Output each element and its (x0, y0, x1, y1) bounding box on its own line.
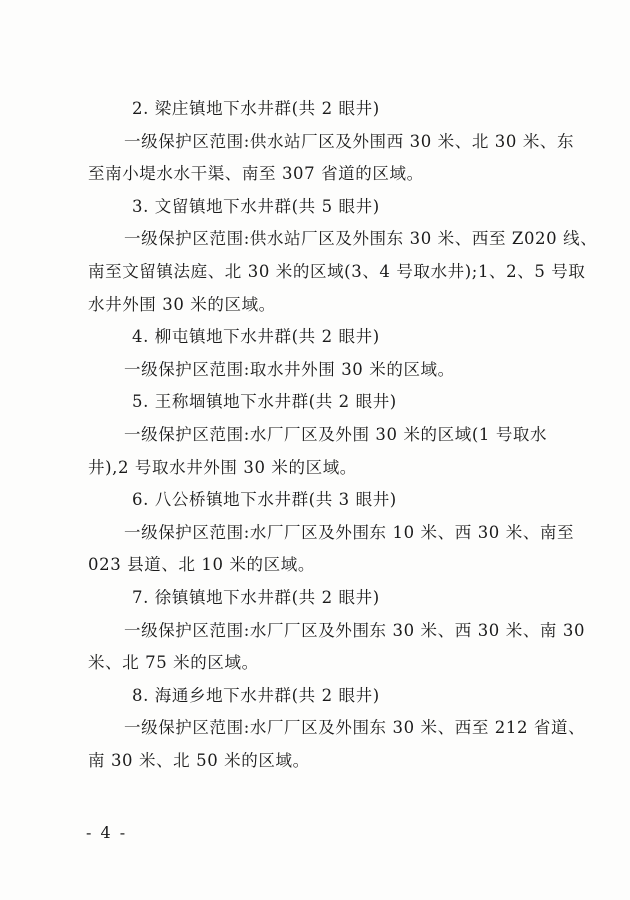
page-number: - 4 - (86, 823, 128, 842)
section-wenliu (88, 191, 598, 321)
paragraph-line: 一级保护区范围:水厂厂区及外围东 30 米、西至 212 省道、 (124, 718, 586, 738)
section-heading: 2. 梁庄镇地下水井群(共 2 眼井) (132, 99, 380, 118)
paragraph-line: 井),2 号取水井外围 30 米的区域。 (88, 457, 357, 477)
paragraph-line: 一级保护区范围:取水井外围 30 米的区域。 (124, 359, 455, 379)
section-heading: 4. 柳屯镇地下水井群(共 2 眼井) (132, 327, 380, 347)
paragraph-line: 一级保护区范围:供水站厂区及外围西 30 米、北 30 米、东 (124, 131, 575, 151)
section-heading: 8. 海通乡地下水井群(共 2 眼井) (132, 685, 380, 705)
section-xuzhen (88, 582, 586, 680)
paragraph-line: 一级保护区范围:水厂厂区及外围 30 米的区域(1 号取水 (124, 424, 548, 444)
section-bagongqiao (88, 484, 578, 582)
paragraph-line: 水井外围 30 米的区域。 (88, 294, 276, 314)
paragraph-line: 南 30 米、北 50 米的区域。 (88, 750, 310, 770)
section-heading: 6. 八公桥镇地下水井群(共 3 眼井) (132, 490, 397, 510)
paragraph-line: 一级保护区范围:水厂厂区及外围东 30 米、西 30 米、南 30 (124, 620, 586, 640)
section-liutun (88, 321, 578, 386)
section-heading: 3. 文留镇地下水井群(共 5 眼井) (132, 196, 380, 216)
paragraph-line: 米、北 75 米的区域。 (88, 653, 259, 673)
paragraph-line: 一级保护区范围:供水站厂区及外围东 30 米、西至 Z020 线、 (124, 229, 598, 249)
section-heading: 7. 徐镇镇地下水井群(共 2 眼井) (132, 587, 380, 607)
section-haitong (88, 680, 586, 778)
section-heading: 5. 王称堌镇地下水井群(共 2 眼井) (132, 392, 397, 412)
section-wangchenggu (88, 386, 578, 484)
paragraph-line: 至南小堤水水干渠、南至 307 省道的区域。 (88, 164, 424, 184)
section-liangzhuang (88, 93, 578, 191)
paragraph-line: 023 县道、北 10 米的区域。 (88, 555, 315, 575)
document-body (88, 93, 598, 777)
paragraph-line: 一级保护区范围:水厂厂区及外围东 10 米、西 30 米、南至 (124, 522, 575, 542)
paragraph-line: 南至文留镇法庭、北 30 米的区域(3、4 号取水井);1、2、5 号取 (88, 261, 586, 281)
